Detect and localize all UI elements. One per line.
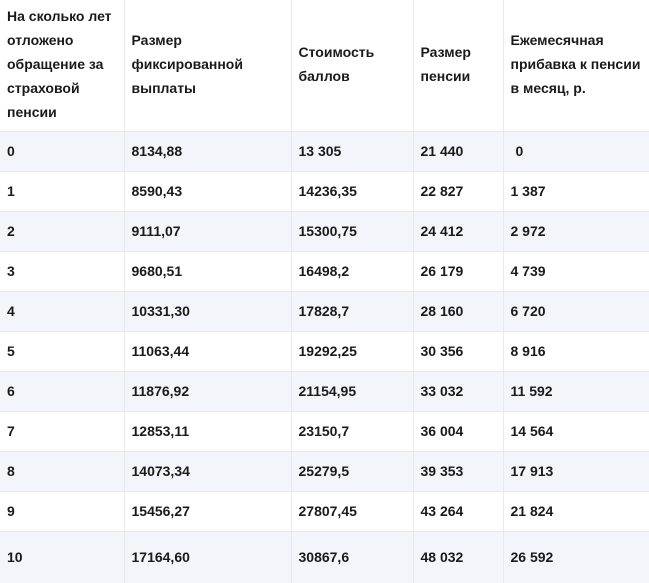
cell-years: 9 [0,491,124,531]
header-monthly-increase: Ежемесячная прибавка к пенсии в месяц, р. [503,0,649,131]
cell-monthly-increase: 26 592 [510,549,554,566]
cell-fixed-payment: 8590,43 [124,171,291,211]
cell-monthly-increase: 6 720 [503,291,649,331]
cell-point-cost: 13 305 [291,131,413,171]
cell-point-cost: 25279,5 [291,451,413,491]
cell-fixed-payment: 9680,51 [124,251,291,291]
cell-point-cost: 30867,6 [291,531,413,583]
table-row [0,491,649,531]
table-header [0,0,649,131]
cell-monthly-increase: 4 739 [503,251,649,291]
cell-pension-size: 48 032 [413,531,503,583]
header-point-cost: Стоимость баллов [291,0,413,131]
cell-years: 7 [0,411,124,451]
cell-years: 8 [0,451,124,491]
cell-point-cost: 14236,35 [291,171,413,211]
cell-pension-size: 33 032 [413,371,503,411]
cell-years: 6 [0,371,124,411]
cell-point-cost: 21154,95 [291,371,413,411]
cell-pension-size: 22 827 [413,171,503,211]
cell-fixed-payment: 10331,30 [124,291,291,331]
cell-monthly-increase: 8 916 [503,331,649,371]
cell-monthly-increase: 2 972 [503,211,649,251]
table-row [0,331,649,371]
cell-fixed-payment: 8134,88 [124,131,291,171]
cell-point-cost: 19292,25 [291,331,413,371]
cell-point-cost: 15300,75 [291,211,413,251]
header-row [0,0,649,131]
cell-years: 5 [0,331,124,371]
cell-fixed-payment: 12853,11 [124,411,291,451]
cell-pension-size: 39 353 [413,451,503,491]
table-body [0,131,649,583]
table-row [0,211,649,251]
cell-point-cost: 17828,7 [291,291,413,331]
cell-pension-size: 26 179 [413,251,503,291]
cell-point-cost: 27807,45 [291,491,413,531]
table-row [0,451,649,491]
table-row [0,411,649,451]
cell-pension-size: 28 160 [413,291,503,331]
cell-pension-size: 24 412 [413,211,503,251]
cell-point-cost: 23150,7 [291,411,413,451]
cell-fixed-payment: 11063,44 [124,331,291,371]
table-row [0,531,649,583]
cell-point-cost: 16498,2 [291,251,413,291]
cell-pension-size: 30 356 [413,331,503,371]
cell-years: 1 [0,171,124,211]
table-row [0,371,649,411]
cell-fixed-payment: 11876,92 [124,371,291,411]
header-fixed-payment: Размер фиксированной выплаты [124,0,291,131]
header-pension-size: Размер пенсии [413,0,503,131]
table-row [0,131,649,171]
cell-monthly-increase: 21 824 [503,491,649,531]
cell-years: 2 [0,211,124,251]
header-years-deferred: На сколько лет отложено обращение за страховой пенсии [0,0,124,131]
table-row [0,251,649,291]
cell-monthly-increase: 0 [503,131,649,171]
cell-pension-size: 43 264 [413,491,503,531]
table-row [0,291,649,331]
cell-fixed-payment: 15456,27 [124,491,291,531]
cell-pension-size: 21 440 [413,131,503,171]
cell-fixed-payment: 17164,60 [124,531,291,583]
cell-monthly-increase: 17 913 [503,451,649,491]
cell-fixed-payment: 14073,34 [124,451,291,491]
cell-years: 0 [0,131,124,171]
table-row [0,171,649,211]
cell-monthly-increase: 11 592 [503,371,649,411]
cell-monthly-increase: 1 387 [503,171,649,211]
cell-years: 4 [0,291,124,331]
cell-years: 3 [0,251,124,291]
cell-monthly-increase: 14 564 [503,411,649,451]
cell-years: 10 [0,531,124,583]
cell-fixed-payment: 9111,07 [124,211,291,251]
cell-pension-size: 36 004 [413,411,503,451]
